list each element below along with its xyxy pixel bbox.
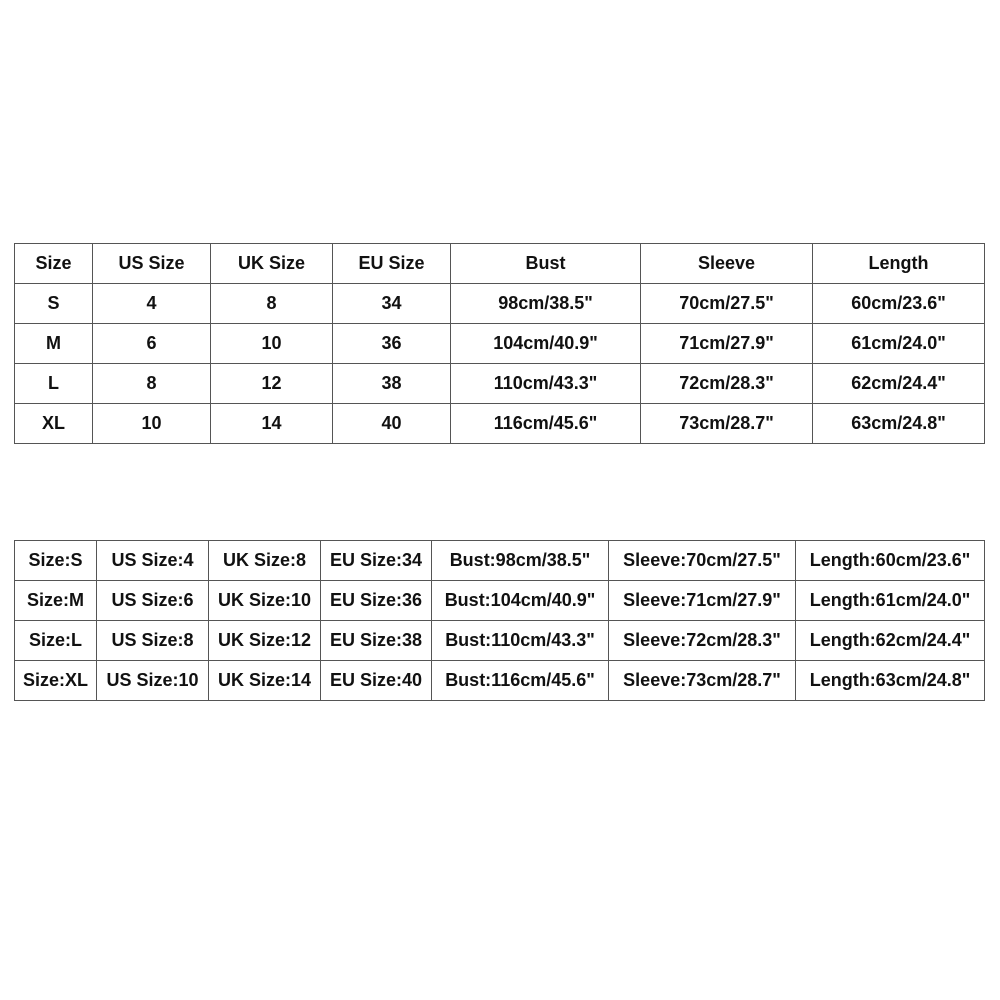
table-cell: Bust:98cm/38.5" <box>432 541 609 581</box>
table-cell: XL <box>15 404 93 444</box>
table-cell: Length:60cm/23.6" <box>796 541 985 581</box>
table-row <box>15 621 985 661</box>
table-cell: 38 <box>333 364 451 404</box>
table-cell: 4 <box>93 284 211 324</box>
table-cell: EU Size:40 <box>321 661 432 701</box>
table-cell: Sleeve:71cm/27.9" <box>609 581 796 621</box>
table-cell: Size:XL <box>15 661 97 701</box>
header-cell: Size <box>15 244 93 284</box>
table-cell: 10 <box>211 324 333 364</box>
table-row <box>15 661 985 701</box>
table-cell: 60cm/23.6" <box>813 284 985 324</box>
table-row <box>15 581 985 621</box>
table-cell: UK Size:14 <box>209 661 321 701</box>
table-cell: 10 <box>93 404 211 444</box>
table-cell: 8 <box>93 364 211 404</box>
table-row <box>15 284 985 324</box>
size-chart-table <box>14 243 985 444</box>
table-cell: 6 <box>93 324 211 364</box>
table-cell: 8 <box>211 284 333 324</box>
table-cell: 34 <box>333 284 451 324</box>
table-cell: 61cm/24.0" <box>813 324 985 364</box>
table-cell: 104cm/40.9" <box>451 324 641 364</box>
table-cell: Sleeve:72cm/28.3" <box>609 621 796 661</box>
table-cell: Sleeve:73cm/28.7" <box>609 661 796 701</box>
table-cell: 72cm/28.3" <box>641 364 813 404</box>
table-row <box>15 324 985 364</box>
header-cell: Length <box>813 244 985 284</box>
table-cell: 110cm/43.3" <box>451 364 641 404</box>
table-cell: US Size:8 <box>97 621 209 661</box>
table-cell: 63cm/24.8" <box>813 404 985 444</box>
table-cell: US Size:4 <box>97 541 209 581</box>
table-cell: L <box>15 364 93 404</box>
table-row <box>15 364 985 404</box>
table-cell: UK Size:8 <box>209 541 321 581</box>
table-cell: Length:61cm/24.0" <box>796 581 985 621</box>
table-cell: UK Size:10 <box>209 581 321 621</box>
table-cell: 62cm/24.4" <box>813 364 985 404</box>
table-cell: Sleeve:70cm/27.5" <box>609 541 796 581</box>
table-cell: M <box>15 324 93 364</box>
table-cell: 14 <box>211 404 333 444</box>
table-header-row <box>15 244 985 284</box>
table-cell: Size:S <box>15 541 97 581</box>
table-cell: 70cm/27.5" <box>641 284 813 324</box>
header-cell: EU Size <box>333 244 451 284</box>
table-cell: Length:62cm/24.4" <box>796 621 985 661</box>
table-cell: Bust:110cm/43.3" <box>432 621 609 661</box>
table-cell: Bust:116cm/45.6" <box>432 661 609 701</box>
table-cell: EU Size:38 <box>321 621 432 661</box>
table-cell: 71cm/27.9" <box>641 324 813 364</box>
table-cell: 73cm/28.7" <box>641 404 813 444</box>
table-cell: EU Size:34 <box>321 541 432 581</box>
table-cell: Size:L <box>15 621 97 661</box>
table-cell: 12 <box>211 364 333 404</box>
table-cell: US Size:10 <box>97 661 209 701</box>
table-cell: 40 <box>333 404 451 444</box>
table-row <box>15 404 985 444</box>
table-cell: Bust:104cm/40.9" <box>432 581 609 621</box>
table-cell: UK Size:12 <box>209 621 321 661</box>
table-cell: Size:M <box>15 581 97 621</box>
table-cell: 116cm/45.6" <box>451 404 641 444</box>
table-cell: EU Size:36 <box>321 581 432 621</box>
table-cell: 98cm/38.5" <box>451 284 641 324</box>
size-detail-table <box>14 540 985 701</box>
header-cell: US Size <box>93 244 211 284</box>
table-cell: Length:63cm/24.8" <box>796 661 985 701</box>
header-cell: Sleeve <box>641 244 813 284</box>
table-cell: S <box>15 284 93 324</box>
header-cell: Bust <box>451 244 641 284</box>
table-row <box>15 541 985 581</box>
table-cell: US Size:6 <box>97 581 209 621</box>
table-cell: 36 <box>333 324 451 364</box>
header-cell: UK Size <box>211 244 333 284</box>
